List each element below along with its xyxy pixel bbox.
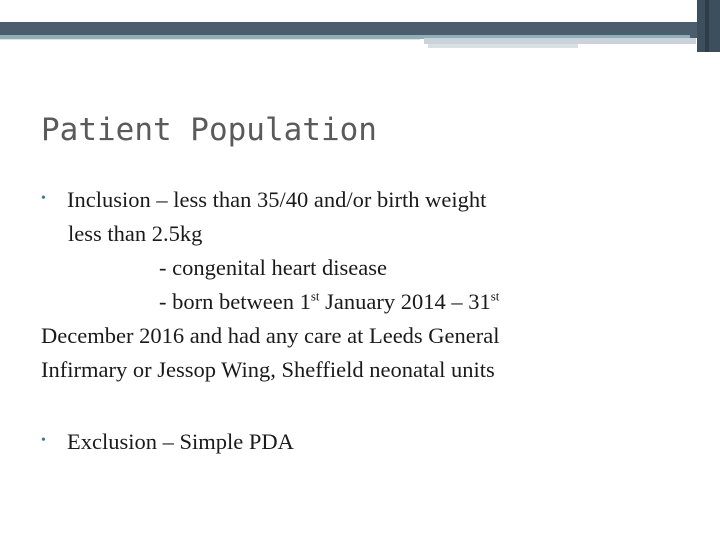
inclusion-line-4-sup-2: st xyxy=(490,288,500,304)
band-thin-line xyxy=(0,39,420,40)
spacer xyxy=(41,387,681,425)
band-right-stripe xyxy=(705,0,709,52)
inclusion-line-4 xyxy=(41,285,681,319)
inclusion-bullet xyxy=(41,183,681,217)
inclusion-line-2: less than 2.5kg xyxy=(68,221,203,246)
exclusion-line: Exclusion – Simple PDA xyxy=(67,429,294,454)
inclusion-line-5: December 2016 and had any care at Leeds General xyxy=(41,323,500,348)
band-background xyxy=(0,0,720,23)
inclusion-line-4-pre: - born between 1 xyxy=(159,289,311,314)
bullet-icon: • xyxy=(41,432,46,448)
inclusion-line-1: Inclusion – less than 35/40 and/or birth weight xyxy=(67,187,487,212)
inclusion-line-6: Infirmary or Jessop Wing, Sheffield neonatal units xyxy=(41,357,495,382)
exclusion-bullet xyxy=(41,425,681,459)
inclusion-line-4-mid: January 2014 – 31 xyxy=(319,289,491,314)
slide-body xyxy=(41,183,681,459)
inclusion-line-4-sup-1: st xyxy=(310,288,320,304)
bullet-icon: • xyxy=(41,190,46,206)
slide-title: Patient Population xyxy=(41,112,377,148)
band-light-strip-small xyxy=(428,44,578,48)
inclusion-line-3: - congenital heart disease xyxy=(159,255,388,280)
